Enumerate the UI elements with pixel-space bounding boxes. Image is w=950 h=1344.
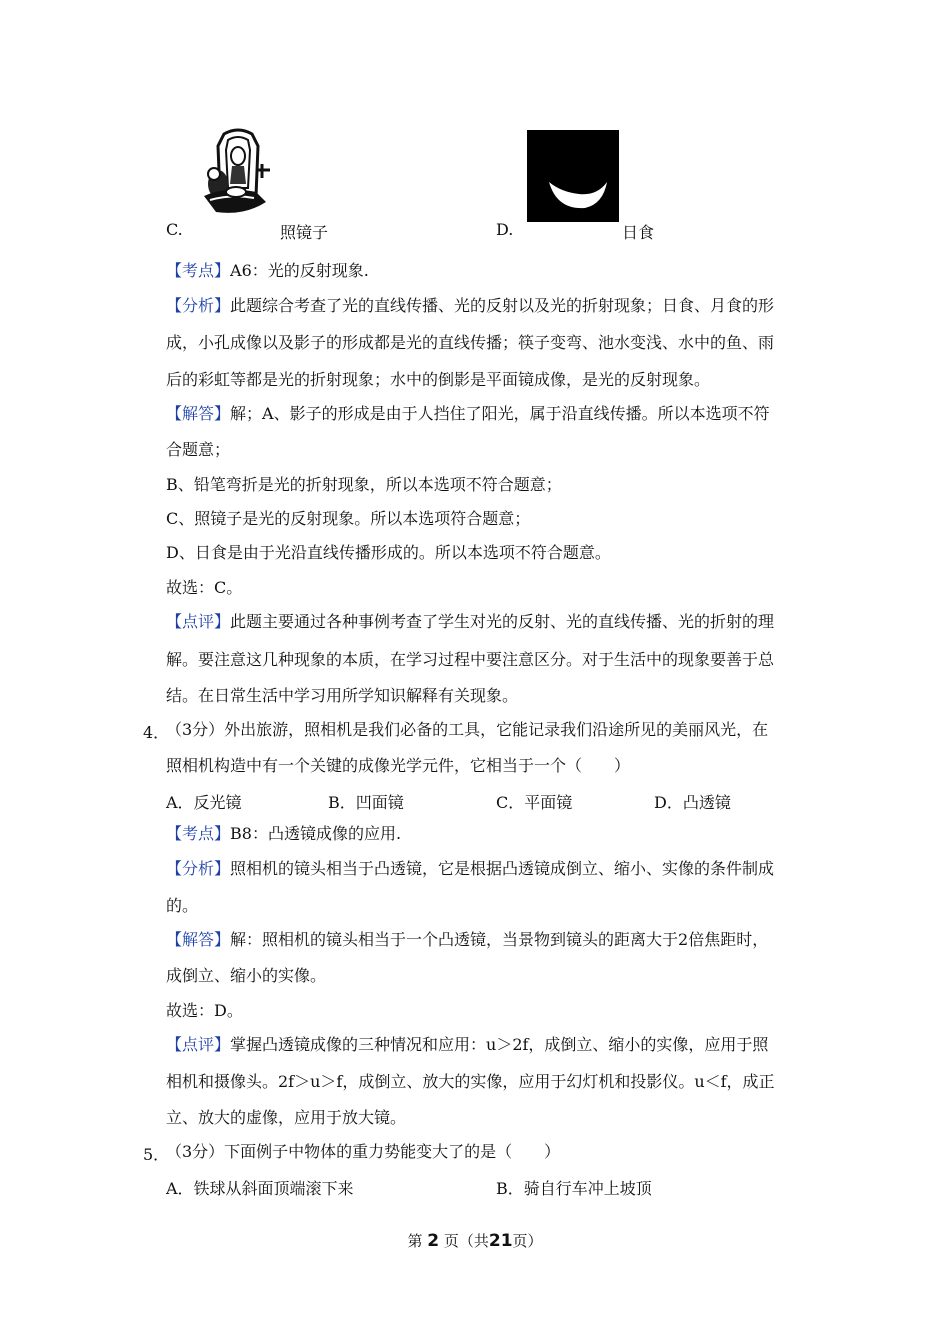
q3-fenxi-line: 成，小孔成像以及影子的形成都是光的直线传播；筷子变弯、池水变浅、水中的鱼、雨 bbox=[166, 333, 775, 352]
q4-fenxi bbox=[166, 859, 774, 879]
jieda-tag: 【解答】 bbox=[166, 404, 231, 423]
kaodian-text: A6：光的反射现象. bbox=[230, 261, 369, 280]
q3-jieda-line: 合题意； bbox=[166, 440, 231, 459]
option-c-caption: 照镜子 bbox=[280, 223, 329, 242]
q4-dianping-line: 立、放大的虚像，应用于放大镜。 bbox=[166, 1108, 407, 1127]
q4-jieda-line: 成倒立、缩小的实像。 bbox=[166, 966, 327, 985]
q5-stem: （3分）下面例子中物体的重力势能变大了的是（ ） bbox=[166, 1142, 561, 1161]
q4-stem-line: （3分）外出旅游，照相机是我们必备的工具，它能记录我们沿途所见的美丽风光，在 bbox=[166, 720, 769, 739]
kaodian-tag: 【考点】 bbox=[166, 261, 231, 280]
q4-dianping bbox=[166, 1035, 768, 1055]
footer-total-pages: 21 bbox=[488, 1231, 513, 1251]
jieda-tag: 【解答】 bbox=[166, 930, 231, 949]
q5-option-a: A．铁球从斜面顶端滚下来 bbox=[166, 1179, 354, 1198]
dianping-tag: 【点评】 bbox=[166, 1035, 231, 1054]
dianping-tag: 【点评】 bbox=[166, 612, 231, 631]
page-footer bbox=[0, 1230, 950, 1251]
mirror-illustration bbox=[196, 126, 280, 218]
option-c-letter: C. bbox=[166, 220, 183, 239]
q4-stem-line: 照相机构造中有一个关键的成像光学元件，它相当于一个（ ） bbox=[166, 756, 631, 775]
footer-suffix: 页） bbox=[512, 1232, 543, 1250]
fenxi-tag: 【分析】 bbox=[166, 859, 231, 878]
kaodian-text: B8：凸透镜成像的应用. bbox=[230, 824, 402, 843]
q3-dianping-line: 结。在日常生活中学习用所学知识解释有关现象。 bbox=[166, 686, 519, 705]
q3-dianping bbox=[166, 612, 774, 632]
q3-jieda-line: B、铅笔弯折是光的折射现象，所以本选项不符合题意； bbox=[166, 475, 562, 494]
dianping-text: 此题主要通过各种事例考查了学生对光的反射、光的直线传播、光的折射的理 bbox=[230, 612, 775, 631]
q4-option-c: C．平面镜 bbox=[496, 793, 573, 812]
q3-jieda-line: C、照镜子是光的反射现象。所以本选项符合题意； bbox=[166, 509, 531, 528]
q3-kaodian bbox=[166, 261, 369, 281]
option-d-letter: D. bbox=[496, 220, 514, 239]
fenxi-text: 此题综合考查了光的直线传播、光的反射以及光的折射现象；日食、月食的形 bbox=[230, 296, 775, 315]
q3-jieda bbox=[166, 404, 770, 424]
q3-fenxi-line: 后的彩虹等都是光的折射现象；水中的倒影是平面镜成像，是光的反射现象。 bbox=[166, 370, 711, 389]
q3-fenxi bbox=[166, 296, 774, 316]
footer-page-number: 2 bbox=[427, 1231, 440, 1251]
q4-option-d: D．凸透镜 bbox=[654, 793, 731, 812]
q4-kaodian bbox=[166, 824, 401, 844]
q3-jieda-line: D、日食是由于光沿直线传播形成的。所以本选项不符合题意。 bbox=[166, 543, 611, 562]
option-d-caption: 日食 bbox=[622, 223, 655, 242]
dianping-text: 掌握凸透镜成像的三种情况和应用：u＞2f，成倒立、缩小的实像，应用于照 bbox=[230, 1035, 769, 1054]
jieda-text: 解；A、影子的形成是由于人挡住了阳光，属于沿直线传播。所以本选项不符 bbox=[230, 404, 770, 423]
footer-mid: 页（共 bbox=[443, 1232, 489, 1250]
fenxi-tag: 【分析】 bbox=[166, 296, 231, 315]
q3-dianping-line: 解。要注意这几种现象的本质，在学习过程中要注意区分。对于生活中的现象要善于总 bbox=[166, 650, 775, 669]
q3-answer: 故选：C。 bbox=[166, 578, 243, 597]
fenxi-text: 照相机的镜头相当于凸透镜，它是根据凸透镜成倒立、缩小、实像的条件制成 bbox=[230, 859, 775, 878]
q5-option-b: B．骑自行车冲上坡顶 bbox=[496, 1179, 652, 1198]
q4-jieda bbox=[166, 930, 768, 950]
q4-option-a: A．反光镜 bbox=[166, 793, 242, 812]
kaodian-tag: 【考点】 bbox=[166, 824, 231, 843]
q4-answer: 故选：D。 bbox=[166, 1001, 243, 1020]
q4-option-b: B．凹面镜 bbox=[328, 793, 404, 812]
eclipse-illustration bbox=[527, 130, 619, 222]
q4-fenxi-line: 的。 bbox=[166, 896, 199, 915]
footer-prefix: 第 bbox=[407, 1232, 423, 1250]
q4-number: 4． bbox=[143, 723, 170, 742]
q5-number: 5． bbox=[143, 1145, 170, 1164]
jieda-text: 解：照相机的镜头相当于一个凸透镜，当景物到镜头的距离大于2倍焦距时， bbox=[230, 930, 769, 949]
q4-dianping-line: 相机和摄像头。2f＞u＞f，成倒立、放大的实像，应用于幻灯机和投影仪。u＜f，成正 bbox=[166, 1072, 775, 1091]
